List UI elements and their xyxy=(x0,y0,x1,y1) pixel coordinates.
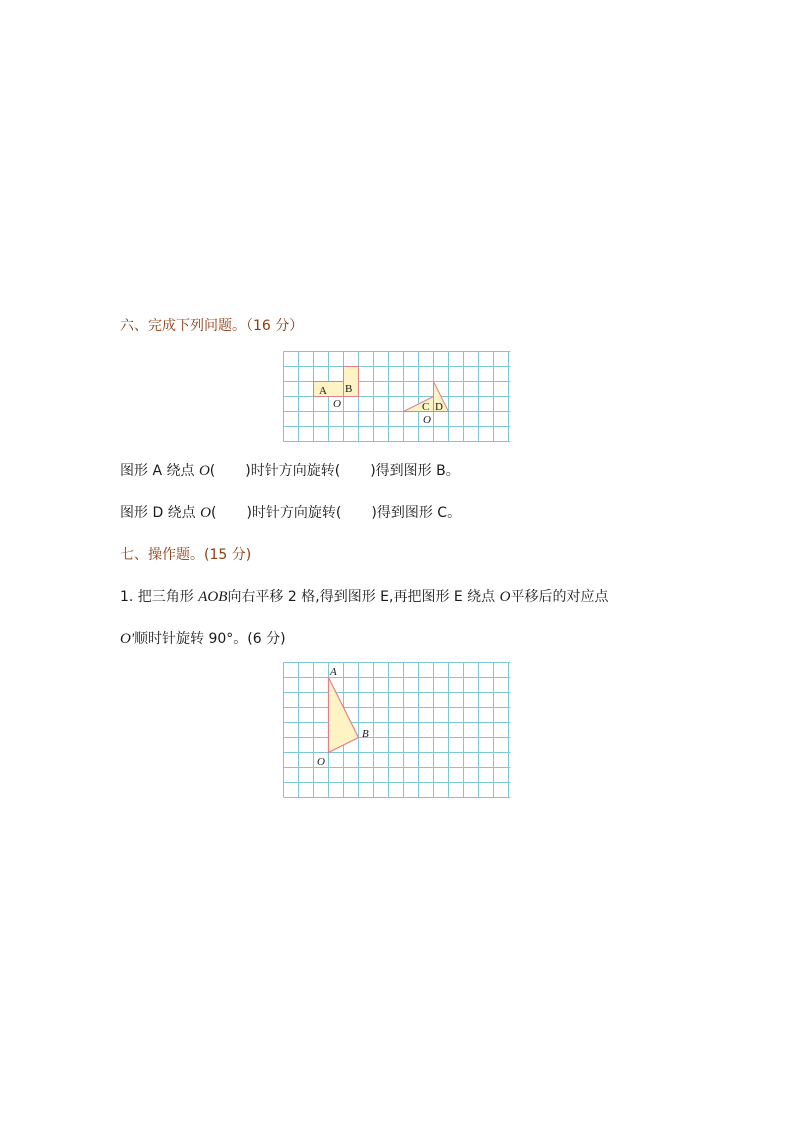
label-b: B xyxy=(345,383,353,395)
task1-prefix: 1. 把三角形 xyxy=(120,589,194,605)
task1-point: O xyxy=(499,589,511,605)
q2-middle: )时针方向旋转( xyxy=(246,505,342,521)
vertex-b-label: B xyxy=(362,728,369,740)
vertex-o-label: O xyxy=(317,756,325,768)
label-o-left: O xyxy=(333,398,341,410)
task1-line2-suffix: 顺时针旋转 90°。(6 分) xyxy=(134,631,286,647)
task-1-line-1 xyxy=(120,586,608,606)
q1-point: O xyxy=(198,463,210,479)
q1-middle: )时针方向旋转( xyxy=(245,463,341,479)
question-2 xyxy=(120,502,461,522)
label-a: A xyxy=(319,385,327,397)
task1-middle: 向右平移 2 格,得到图形 E,再把图形 E 绕点 xyxy=(227,589,496,605)
task1-suffix: 平移后的对应点 xyxy=(510,589,609,605)
figure-triangle-grid[interactable] xyxy=(283,662,511,800)
q1-suffix: )得到图形 B。 xyxy=(370,463,460,479)
section-7-heading: 七、操作题。(15 分) xyxy=(120,547,252,563)
grid-lines xyxy=(284,663,511,798)
task-1-line-2 xyxy=(120,628,286,648)
question-1 xyxy=(120,460,460,480)
q1-prefix: 图形 A 绕点 xyxy=(120,463,195,479)
q1-open: ( xyxy=(209,463,216,479)
task1-triangle: AOB xyxy=(198,589,228,605)
q2-prefix: 图形 D 绕点 xyxy=(120,505,196,521)
label-o-right: O xyxy=(423,414,431,426)
shape-a xyxy=(314,382,344,397)
figure-rotation-grid xyxy=(283,351,511,443)
label-c: C xyxy=(422,401,430,413)
q2-point: O xyxy=(200,505,211,521)
q2-open: ( xyxy=(210,505,217,521)
q2-suffix: )得到图形 C。 xyxy=(371,505,462,521)
label-d: D xyxy=(435,401,443,413)
vertex-a-label: A xyxy=(330,666,337,678)
section-6-heading: 六、完成下列问题。（16 分） xyxy=(120,318,304,334)
task1-point-prime: O' xyxy=(120,631,135,647)
